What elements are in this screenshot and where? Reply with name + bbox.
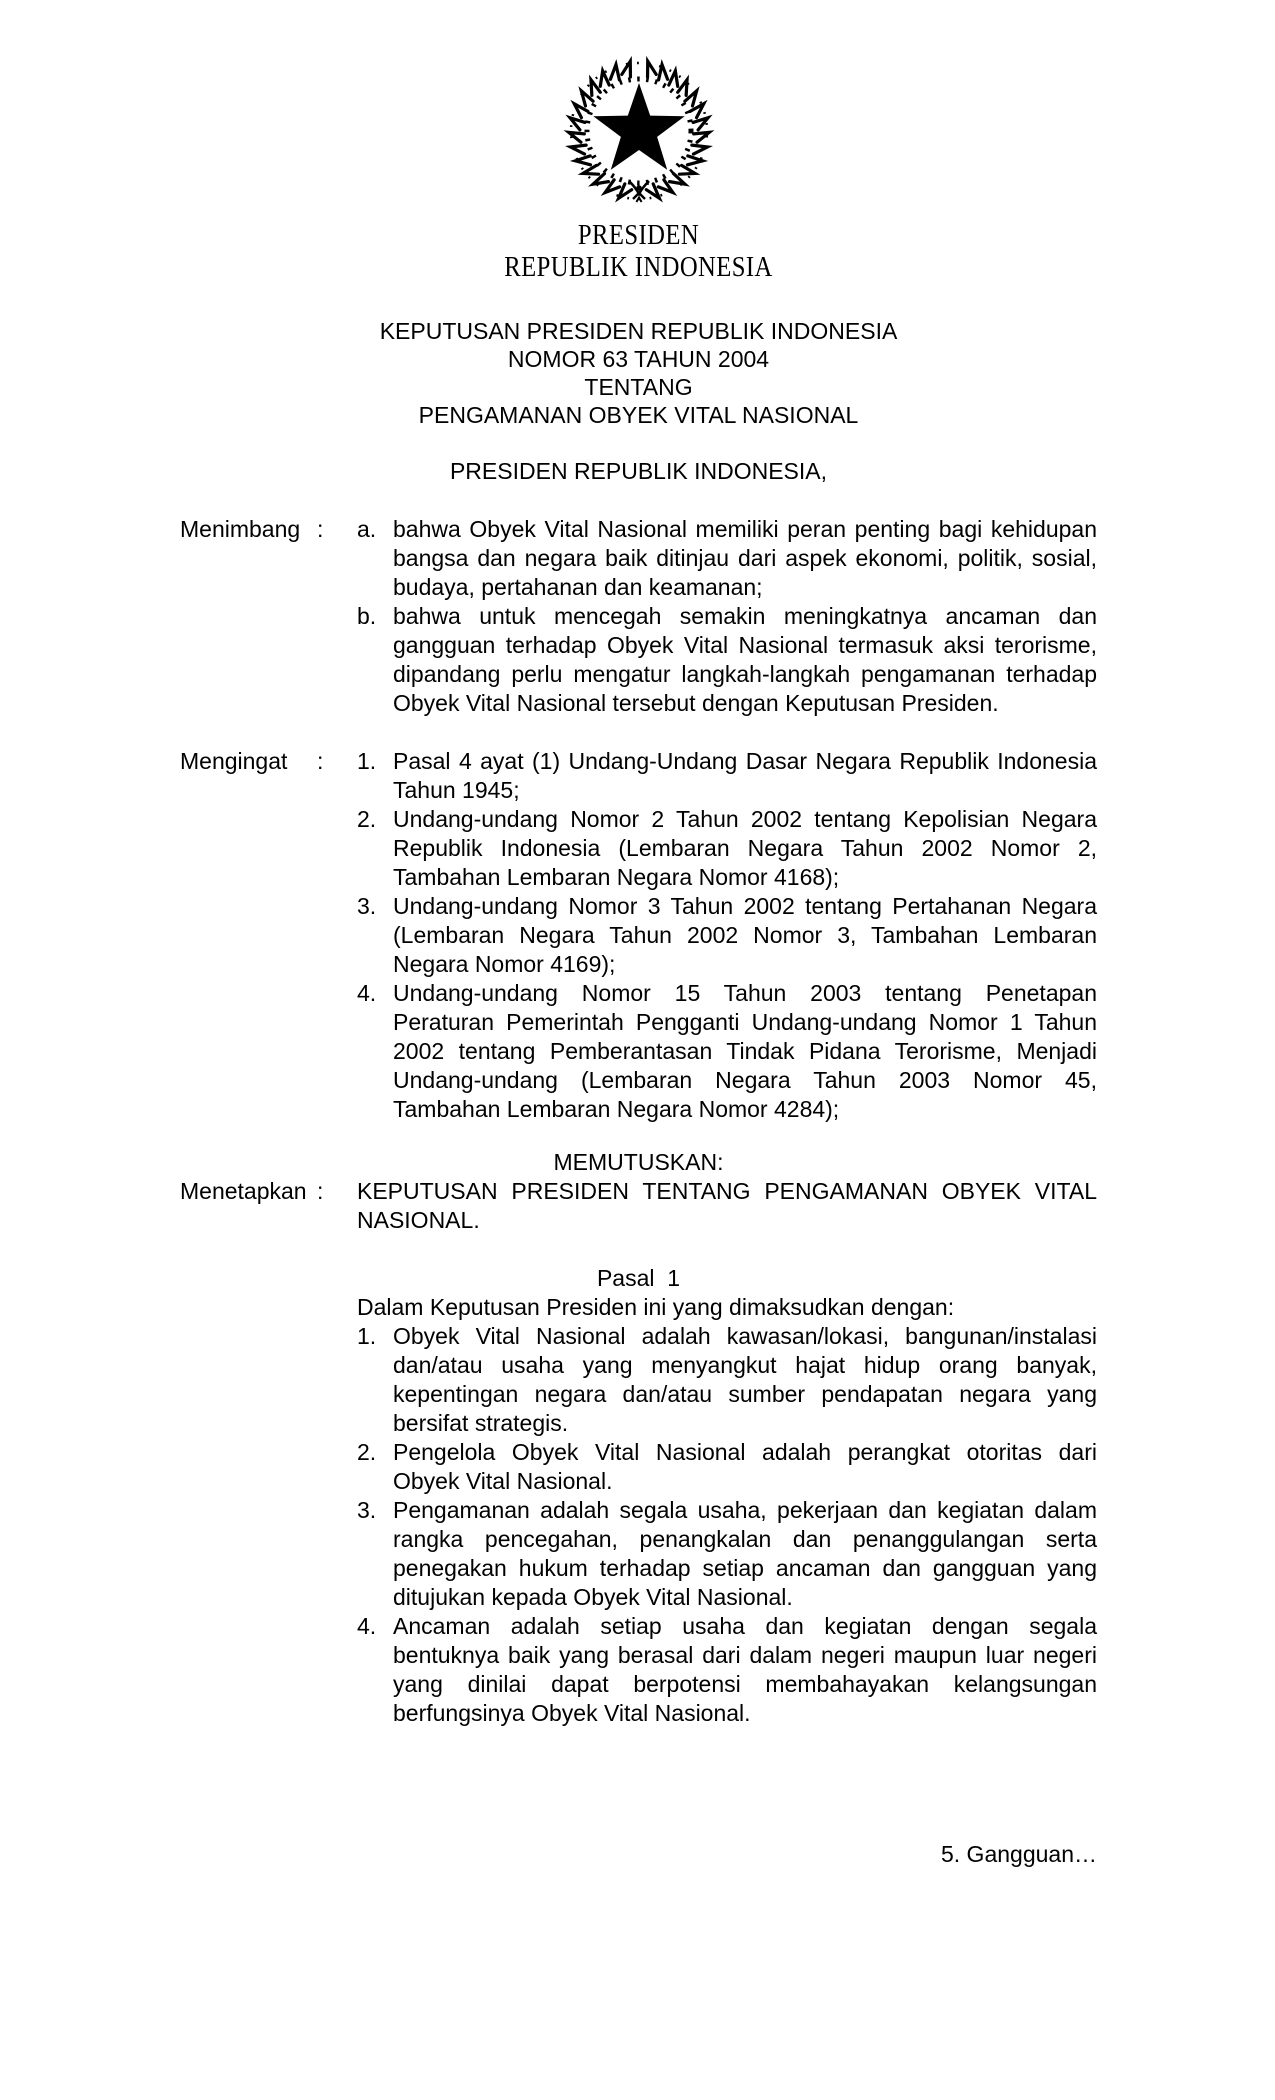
title-line-2: NOMOR 63 TAHUN 2004 [507, 346, 770, 372]
catchword: 5. Gangguan… [940, 1841, 1097, 1867]
list-text: Pasal 4 ayat (1) Undang-Undang Dasar Negara Republik Indonesia Tahun 1945; [393, 748, 1097, 803]
list-text: bahwa Obyek Vital Nasional memiliki peran penting bagi kehidupan bangsa dan negara baik ditinjau dari aspek ekonomi, politik, sosial, budaya, pertahanan dan keamanan; [393, 516, 1097, 600]
list-marker: 3. [357, 1497, 377, 1523]
section-colon: : [317, 1178, 324, 1204]
salutation-line: PRESIDEN REPUBLIK INDONESIA, [449, 458, 828, 484]
section-menetapkan [180, 1177, 1097, 1235]
list-text: Undang-undang Nomor 15 Tahun 2003 tentang Penetapan Peraturan Pemerintah Pengganti Undang-undang Nomor 1 Tahun 2002 tentang Pemberantasan Tindak Pidana Terorisme, Menjadi Undang-undang (Lembaran Negara Tahun 2003 Nomor 45, Tambahan Lembaran Negara Nomor 4284); [393, 980, 1097, 1122]
list-item [357, 892, 1097, 979]
list-item [357, 602, 1097, 718]
section-content-mengingat [357, 747, 1097, 1124]
section-colon: : [317, 748, 324, 774]
title-line-1: KEPUTUSAN PRESIDEN REPUBLIK INDONESIA [379, 318, 898, 344]
letterhead-line-republik: REPUBLIK INDONESIA [504, 251, 773, 283]
list-text: Undang-undang Nomor 2 Tahun 2002 tentang Kepolisian Negara Republik Indonesia (Lembaran Negara Tahun 2002 Nomor 2, Tambahan Lembaran Negara Nomor 4168); [393, 806, 1097, 890]
list-marker: 1. [357, 1323, 377, 1349]
menetapkan-text: KEPUTUSAN PRESIDEN TENTANG PENGAMANAN OBYEK VITAL NASIONAL. [357, 1178, 1097, 1233]
list-marker: 1. [357, 748, 377, 774]
list-marker: 2. [357, 806, 377, 832]
presidential-seal-icon [563, 55, 715, 207]
list-marker: 3. [357, 893, 377, 919]
pasal-1-intro: Dalam Keputusan Presiden ini yang dimaksudkan dengan: [357, 1294, 955, 1320]
list-marker: 4. [357, 1613, 377, 1639]
title-line-4: PENGAMANAN OBYEK VITAL NASIONAL [418, 402, 859, 428]
section-colon: : [317, 516, 324, 542]
section-content-menimbang [357, 515, 1097, 718]
list-marker: 2. [357, 1439, 377, 1465]
pasal-1-body [357, 1293, 1097, 1728]
letterhead-line-presiden: PRESIDEN [577, 219, 700, 251]
list-item [357, 1612, 1097, 1728]
star-icon [593, 83, 684, 170]
list-item [357, 747, 1097, 805]
section-menimbang [180, 515, 1097, 718]
list-item [357, 979, 1097, 1124]
list-item [357, 1322, 1097, 1438]
list-text: Ancaman adalah setiap usaha dan kegiatan dengan segala bentuknya baik yang berasal dari dalam negeri maupun luar negeri yang dinilai dapat berpotensi membahayakan kelangsungan berfungsinya Obyek Vital Nasional. [393, 1613, 1097, 1726]
section-mengingat [180, 747, 1097, 1124]
list-text: Obyek Vital Nasional adalah kawasan/lokasi, bangunan/instalasi dan/atau usaha yang menyangkut hajat hidup orang banyak, kepentingan negara dan/atau sumber pendapatan negara yang bersifat strategis. [393, 1323, 1097, 1436]
letterhead [249, 219, 1028, 283]
list-marker: a. [357, 516, 377, 542]
memutuskan-heading: MEMUTUSKAN: [553, 1149, 724, 1175]
document-title [180, 317, 1097, 429]
list-text: Pengamanan adalah segala usaha, pekerjaan dan kegiatan dalam rangka pencegahan, penangkalan dan penanggulangan serta penegakan hukum terhadap setiap ancaman dan gangguan yang ditujukan kepada Obyek Vital Nasional. [393, 1497, 1097, 1610]
pasal-1-heading: Pasal 1 [596, 1265, 681, 1291]
list-text: Pengelola Obyek Vital Nasional adalah perangkat otoritas dari Obyek Vital Nasional. [393, 1439, 1097, 1494]
list-item [357, 1496, 1097, 1612]
section-label-mengingat: Mengingat [180, 748, 288, 774]
section-label-menimbang: Menimbang [180, 516, 301, 542]
list-text: bahwa untuk mencegah semakin meningkatnya ancaman dan gangguan terhadap Obyek Vital Nasional termasuk aksi terorisme, dipandang perlu mengatur langkah-langkah pengamanan terhadap Obyek Vital Nasional tersebut dengan Keputusan Presiden. [393, 603, 1097, 716]
list-item [357, 805, 1097, 892]
list-marker: b. [357, 603, 377, 629]
list-item [357, 1438, 1097, 1496]
title-line-3: TENTANG [584, 374, 693, 400]
list-text: Undang-undang Nomor 3 Tahun 2002 tentang Pertahanan Negara (Lembaran Negara Tahun 2002 Nomor 3, Tambahan Lembaran Negara Nomor 4169); [393, 893, 1097, 977]
section-label-menetapkan: Menetapkan [180, 1178, 307, 1204]
list-item [357, 515, 1097, 602]
list-marker: 4. [357, 980, 377, 1006]
